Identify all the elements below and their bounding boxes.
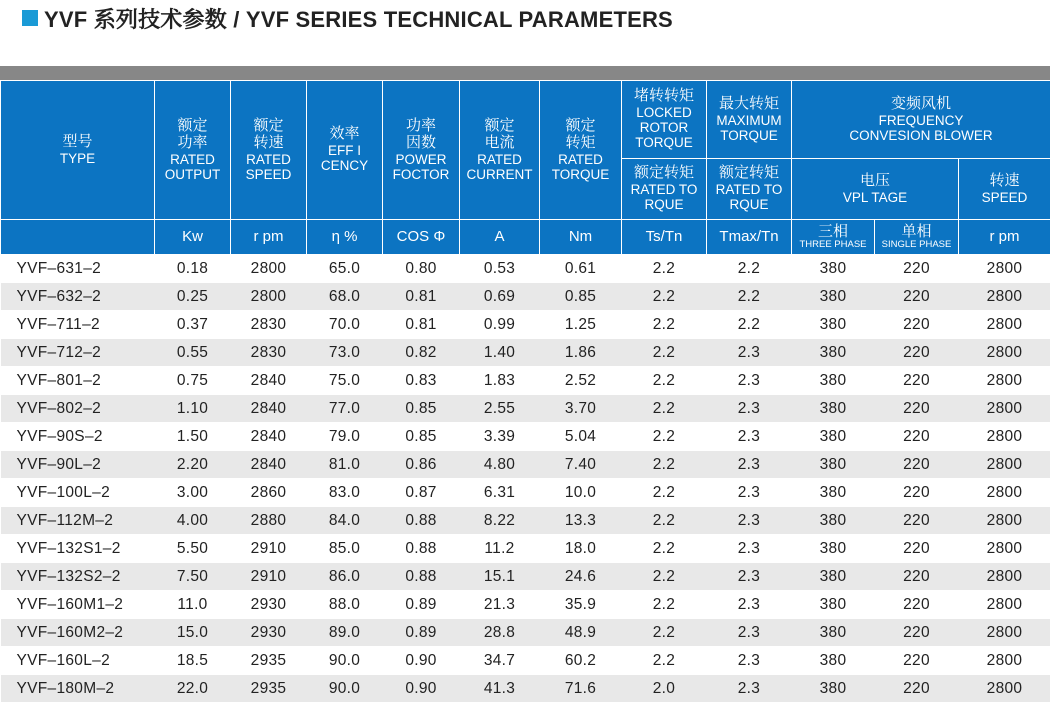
cell-rated-speed: 2910 bbox=[231, 535, 307, 563]
cell-rated-output: 5.50 bbox=[155, 535, 231, 563]
header-rated-current: 额定 电流 RATED CURRENT bbox=[460, 81, 540, 220]
cell-rated-current: 1.40 bbox=[460, 339, 540, 367]
table-row bbox=[1, 423, 1050, 451]
cell-locked-ratio: 2.2 bbox=[622, 283, 707, 311]
cell-rated-current: 4.80 bbox=[460, 451, 540, 479]
cell-single-phase-voltage: 220 bbox=[875, 255, 959, 283]
cell-rated-current: 41.3 bbox=[460, 675, 540, 703]
cell-rated-output: 18.5 bbox=[155, 647, 231, 675]
cell-rated-output: 3.00 bbox=[155, 479, 231, 507]
cell-three-phase-voltage: 380 bbox=[792, 339, 875, 367]
cell-efficiency: 84.0 bbox=[307, 507, 383, 535]
cell-rated-torque: 0.61 bbox=[540, 255, 622, 283]
cell-model: YVF–802–2 bbox=[1, 395, 155, 423]
cell-rated-speed: 2800 bbox=[231, 283, 307, 311]
table-row bbox=[1, 675, 1050, 703]
cell-locked-ratio: 2.2 bbox=[622, 451, 707, 479]
cell-rated-current: 6.31 bbox=[460, 479, 540, 507]
cell-locked-ratio: 2.2 bbox=[622, 311, 707, 339]
cell-rated-output: 0.37 bbox=[155, 311, 231, 339]
table-row bbox=[1, 535, 1050, 563]
cell-power-factor: 0.83 bbox=[383, 367, 460, 395]
cell-model: YVF–801–2 bbox=[1, 367, 155, 395]
cell-locked-ratio: 2.2 bbox=[622, 255, 707, 283]
cell-three-phase-voltage: 380 bbox=[792, 451, 875, 479]
cell-single-phase-voltage: 220 bbox=[875, 591, 959, 619]
cell-power-factor: 0.89 bbox=[383, 619, 460, 647]
header-max-ratio: 额定转矩 RATED TO RQUE bbox=[707, 159, 792, 220]
cell-single-phase-voltage: 220 bbox=[875, 283, 959, 311]
cell-power-factor: 0.81 bbox=[383, 311, 460, 339]
cell-locked-ratio: 2.2 bbox=[622, 507, 707, 535]
cell-rated-current: 28.8 bbox=[460, 619, 540, 647]
cell-locked-ratio: 2.2 bbox=[622, 563, 707, 591]
header-efficiency: 效率 EFF I CENCY bbox=[307, 81, 383, 220]
table-row bbox=[1, 395, 1050, 423]
cell-locked-ratio: 2.2 bbox=[622, 647, 707, 675]
header-single-phase: 单相 SINGLE PHASE bbox=[875, 220, 959, 255]
cell-rated-speed: 2840 bbox=[231, 367, 307, 395]
cell-max-ratio: 2.3 bbox=[707, 535, 792, 563]
cell-power-factor: 0.81 bbox=[383, 283, 460, 311]
cell-single-phase-voltage: 220 bbox=[875, 395, 959, 423]
cell-single-phase-voltage: 220 bbox=[875, 479, 959, 507]
cell-rated-output: 0.55 bbox=[155, 339, 231, 367]
cell-three-phase-voltage: 380 bbox=[792, 591, 875, 619]
cell-efficiency: 85.0 bbox=[307, 535, 383, 563]
cell-rated-speed: 2935 bbox=[231, 647, 307, 675]
cell-single-phase-voltage: 220 bbox=[875, 339, 959, 367]
cell-max-ratio: 2.3 bbox=[707, 423, 792, 451]
cell-rated-current: 0.69 bbox=[460, 283, 540, 311]
cell-rated-output: 15.0 bbox=[155, 619, 231, 647]
cell-rated-output: 1.50 bbox=[155, 423, 231, 451]
cell-model: YVF–711–2 bbox=[1, 311, 155, 339]
cell-power-factor: 0.88 bbox=[383, 563, 460, 591]
table-row bbox=[1, 479, 1050, 507]
divider-bar bbox=[0, 66, 1050, 80]
cell-blower-speed: 2800 bbox=[959, 479, 1050, 507]
cell-blower-speed: 2800 bbox=[959, 255, 1050, 283]
cell-efficiency: 90.0 bbox=[307, 647, 383, 675]
cell-model: YVF–631–2 bbox=[1, 255, 155, 283]
cell-power-factor: 0.86 bbox=[383, 451, 460, 479]
cell-blower-speed: 2800 bbox=[959, 423, 1050, 451]
cell-locked-ratio: 2.2 bbox=[622, 535, 707, 563]
table-row bbox=[1, 339, 1050, 367]
cell-rated-torque: 0.85 bbox=[540, 283, 622, 311]
cell-efficiency: 65.0 bbox=[307, 255, 383, 283]
cell-locked-ratio: 2.2 bbox=[622, 367, 707, 395]
cell-max-ratio: 2.3 bbox=[707, 395, 792, 423]
cell-max-ratio: 2.2 bbox=[707, 311, 792, 339]
cell-blower-speed: 2800 bbox=[959, 675, 1050, 703]
header-voltage: 电压 VPL TAGE bbox=[792, 159, 959, 220]
cell-single-phase-voltage: 220 bbox=[875, 647, 959, 675]
cell-model: YVF–132S2–2 bbox=[1, 563, 155, 591]
unit-locked-ratio: Ts/Tn bbox=[622, 220, 707, 255]
cell-max-ratio: 2.3 bbox=[707, 647, 792, 675]
cell-locked-ratio: 2.2 bbox=[622, 619, 707, 647]
unit-max-ratio: Tmax/Tn bbox=[707, 220, 792, 255]
cell-rated-output: 2.20 bbox=[155, 451, 231, 479]
cell-blower-speed: 2800 bbox=[959, 647, 1050, 675]
cell-model: YVF–90S–2 bbox=[1, 423, 155, 451]
table-row bbox=[1, 591, 1050, 619]
cell-rated-output: 4.00 bbox=[155, 507, 231, 535]
cell-locked-ratio: 2.2 bbox=[622, 479, 707, 507]
cell-single-phase-voltage: 220 bbox=[875, 563, 959, 591]
cell-max-ratio: 2.3 bbox=[707, 479, 792, 507]
cell-rated-speed: 2800 bbox=[231, 255, 307, 283]
cell-locked-ratio: 2.0 bbox=[622, 675, 707, 703]
cell-rated-speed: 2880 bbox=[231, 507, 307, 535]
cell-rated-current: 34.7 bbox=[460, 647, 540, 675]
header-blower-speed: 转速 SPEED bbox=[959, 159, 1050, 220]
cell-max-ratio: 2.3 bbox=[707, 339, 792, 367]
cell-blower-speed: 2800 bbox=[959, 451, 1050, 479]
cell-rated-current: 0.99 bbox=[460, 311, 540, 339]
cell-rated-output: 22.0 bbox=[155, 675, 231, 703]
cell-rated-torque: 2.52 bbox=[540, 367, 622, 395]
header-power-factor: 功率 因数 POWER FOCTOR bbox=[383, 81, 460, 220]
cell-max-ratio: 2.2 bbox=[707, 255, 792, 283]
cell-three-phase-voltage: 380 bbox=[792, 479, 875, 507]
cell-model: YVF–160M2–2 bbox=[1, 619, 155, 647]
cell-power-factor: 0.88 bbox=[383, 535, 460, 563]
cell-rated-output: 0.25 bbox=[155, 283, 231, 311]
blue-square-icon bbox=[22, 10, 38, 26]
header-rated-output: 额定 功率 RATED OUTPUT bbox=[155, 81, 231, 220]
cell-single-phase-voltage: 220 bbox=[875, 535, 959, 563]
header-type: 型号 TYPE bbox=[1, 81, 155, 220]
cell-rated-current: 21.3 bbox=[460, 591, 540, 619]
cell-blower-speed: 2800 bbox=[959, 395, 1050, 423]
cell-power-factor: 0.80 bbox=[383, 255, 460, 283]
cell-rated-speed: 2860 bbox=[231, 479, 307, 507]
cell-max-ratio: 2.3 bbox=[707, 451, 792, 479]
cell-efficiency: 75.0 bbox=[307, 367, 383, 395]
cell-blower-speed: 2800 bbox=[959, 591, 1050, 619]
cell-three-phase-voltage: 380 bbox=[792, 619, 875, 647]
table-row bbox=[1, 619, 1050, 647]
cell-max-ratio: 2.3 bbox=[707, 675, 792, 703]
cell-rated-torque: 71.6 bbox=[540, 675, 622, 703]
cell-rated-torque: 10.0 bbox=[540, 479, 622, 507]
cell-rated-torque: 18.0 bbox=[540, 535, 622, 563]
cell-single-phase-voltage: 220 bbox=[875, 423, 959, 451]
cell-max-ratio: 2.3 bbox=[707, 619, 792, 647]
cell-efficiency: 81.0 bbox=[307, 451, 383, 479]
cell-rated-speed: 2910 bbox=[231, 563, 307, 591]
cell-rated-torque: 48.9 bbox=[540, 619, 622, 647]
cell-max-ratio: 2.2 bbox=[707, 283, 792, 311]
cell-rated-speed: 2840 bbox=[231, 451, 307, 479]
cell-power-factor: 0.88 bbox=[383, 507, 460, 535]
cell-model: YVF–112M–2 bbox=[1, 507, 155, 535]
cell-rated-torque: 1.86 bbox=[540, 339, 622, 367]
cell-efficiency: 83.0 bbox=[307, 479, 383, 507]
cell-efficiency: 68.0 bbox=[307, 283, 383, 311]
header-frequency-blower: 变频风机 FREQUENCY CONVESION BLOWER bbox=[792, 81, 1050, 159]
cell-efficiency: 88.0 bbox=[307, 591, 383, 619]
cell-model: YVF–632–2 bbox=[1, 283, 155, 311]
unit-efficiency: η % bbox=[307, 220, 383, 255]
cell-rated-torque: 24.6 bbox=[540, 563, 622, 591]
cell-rated-current: 2.55 bbox=[460, 395, 540, 423]
page-title: YVF 系列技术参数 / YVF SERIES TECHNICAL PARAMETERS bbox=[44, 6, 673, 32]
cell-efficiency: 89.0 bbox=[307, 619, 383, 647]
cell-rated-torque: 5.04 bbox=[540, 423, 622, 451]
cell-efficiency: 77.0 bbox=[307, 395, 383, 423]
table-row bbox=[1, 507, 1050, 535]
cell-model: YVF–90L–2 bbox=[1, 451, 155, 479]
cell-rated-output: 7.50 bbox=[155, 563, 231, 591]
cell-model: YVF–132S1–2 bbox=[1, 535, 155, 563]
cell-three-phase-voltage: 380 bbox=[792, 647, 875, 675]
cell-rated-output: 0.75 bbox=[155, 367, 231, 395]
cell-single-phase-voltage: 220 bbox=[875, 507, 959, 535]
cell-blower-speed: 2800 bbox=[959, 339, 1050, 367]
unit-blower-speed: r pm bbox=[959, 220, 1050, 255]
cell-model: YVF–100L–2 bbox=[1, 479, 155, 507]
cell-blower-speed: 2800 bbox=[959, 311, 1050, 339]
header-maximum-torque: 最大转矩 MAXIMUM TORQUE bbox=[707, 81, 792, 159]
cell-power-factor: 0.85 bbox=[383, 423, 460, 451]
cell-max-ratio: 2.3 bbox=[707, 563, 792, 591]
cell-three-phase-voltage: 380 bbox=[792, 255, 875, 283]
technical-parameters-table bbox=[0, 80, 1050, 703]
unit-output: Kw bbox=[155, 220, 231, 255]
cell-efficiency: 86.0 bbox=[307, 563, 383, 591]
cell-three-phase-voltage: 380 bbox=[792, 507, 875, 535]
cell-single-phase-voltage: 220 bbox=[875, 311, 959, 339]
cell-three-phase-voltage: 380 bbox=[792, 535, 875, 563]
cell-power-factor: 0.89 bbox=[383, 591, 460, 619]
cell-efficiency: 79.0 bbox=[307, 423, 383, 451]
cell-three-phase-voltage: 380 bbox=[792, 423, 875, 451]
cell-rated-speed: 2830 bbox=[231, 311, 307, 339]
cell-rated-torque: 60.2 bbox=[540, 647, 622, 675]
table-row bbox=[1, 451, 1050, 479]
cell-rated-torque: 35.9 bbox=[540, 591, 622, 619]
cell-power-factor: 0.90 bbox=[383, 647, 460, 675]
cell-blower-speed: 2800 bbox=[959, 283, 1050, 311]
cell-three-phase-voltage: 380 bbox=[792, 367, 875, 395]
table-row bbox=[1, 255, 1050, 283]
cell-rated-current: 11.2 bbox=[460, 535, 540, 563]
cell-rated-output: 1.10 bbox=[155, 395, 231, 423]
cell-locked-ratio: 2.2 bbox=[622, 395, 707, 423]
cell-rated-torque: 1.25 bbox=[540, 311, 622, 339]
cell-rated-torque: 7.40 bbox=[540, 451, 622, 479]
unit-current: A bbox=[460, 220, 540, 255]
cell-efficiency: 73.0 bbox=[307, 339, 383, 367]
cell-single-phase-voltage: 220 bbox=[875, 675, 959, 703]
cell-three-phase-voltage: 380 bbox=[792, 283, 875, 311]
header-locked-rotor-torque: 堵转转矩 LOCKED ROTOR TORQUE bbox=[622, 81, 707, 159]
cell-max-ratio: 2.3 bbox=[707, 507, 792, 535]
cell-three-phase-voltage: 380 bbox=[792, 311, 875, 339]
cell-efficiency: 70.0 bbox=[307, 311, 383, 339]
unit-speed: r pm bbox=[231, 220, 307, 255]
cell-model: YVF–160L–2 bbox=[1, 647, 155, 675]
cell-max-ratio: 2.3 bbox=[707, 367, 792, 395]
cell-rated-current: 8.22 bbox=[460, 507, 540, 535]
cell-rated-current: 15.1 bbox=[460, 563, 540, 591]
page-header bbox=[0, 4, 673, 32]
cell-power-factor: 0.85 bbox=[383, 395, 460, 423]
unit-type-blank bbox=[1, 220, 155, 255]
cell-max-ratio: 2.3 bbox=[707, 591, 792, 619]
cell-rated-current: 3.39 bbox=[460, 423, 540, 451]
cell-locked-ratio: 2.2 bbox=[622, 423, 707, 451]
table-row bbox=[1, 563, 1050, 591]
cell-model: YVF–160M1–2 bbox=[1, 591, 155, 619]
cell-blower-speed: 2800 bbox=[959, 619, 1050, 647]
cell-rated-speed: 2840 bbox=[231, 423, 307, 451]
cell-rated-speed: 2840 bbox=[231, 395, 307, 423]
table-row bbox=[1, 311, 1050, 339]
cell-locked-ratio: 2.2 bbox=[622, 591, 707, 619]
header-three-phase: 三相 THREE PHASE bbox=[792, 220, 875, 255]
cell-blower-speed: 2800 bbox=[959, 367, 1050, 395]
cell-power-factor: 0.90 bbox=[383, 675, 460, 703]
cell-single-phase-voltage: 220 bbox=[875, 451, 959, 479]
cell-blower-speed: 2800 bbox=[959, 563, 1050, 591]
unit-torque: Nm bbox=[540, 220, 622, 255]
cell-model: YVF–180M–2 bbox=[1, 675, 155, 703]
cell-power-factor: 0.82 bbox=[383, 339, 460, 367]
header-rated-torque: 额定 转矩 RATED TORQUE bbox=[540, 81, 622, 220]
cell-locked-ratio: 2.2 bbox=[622, 339, 707, 367]
cell-power-factor: 0.87 bbox=[383, 479, 460, 507]
header-rated-speed: 额定 转速 RATED SPEED bbox=[231, 81, 307, 220]
unit-power-factor: COS Φ bbox=[383, 220, 460, 255]
table-row bbox=[1, 283, 1050, 311]
cell-rated-output: 0.18 bbox=[155, 255, 231, 283]
cell-blower-speed: 2800 bbox=[959, 507, 1050, 535]
cell-rated-output: 11.0 bbox=[155, 591, 231, 619]
cell-rated-current: 0.53 bbox=[460, 255, 540, 283]
cell-rated-speed: 2830 bbox=[231, 339, 307, 367]
table-body bbox=[1, 255, 1050, 703]
cell-rated-speed: 2930 bbox=[231, 591, 307, 619]
cell-rated-torque: 13.3 bbox=[540, 507, 622, 535]
cell-rated-torque: 3.70 bbox=[540, 395, 622, 423]
cell-efficiency: 90.0 bbox=[307, 675, 383, 703]
cell-model: YVF–712–2 bbox=[1, 339, 155, 367]
cell-rated-current: 1.83 bbox=[460, 367, 540, 395]
cell-three-phase-voltage: 380 bbox=[792, 563, 875, 591]
cell-three-phase-voltage: 380 bbox=[792, 395, 875, 423]
table-row bbox=[1, 367, 1050, 395]
header-locked-ratio: 额定转矩 RATED TO RQUE bbox=[622, 159, 707, 220]
table-row bbox=[1, 647, 1050, 675]
cell-single-phase-voltage: 220 bbox=[875, 619, 959, 647]
cell-blower-speed: 2800 bbox=[959, 535, 1050, 563]
cell-single-phase-voltage: 220 bbox=[875, 367, 959, 395]
cell-three-phase-voltage: 380 bbox=[792, 675, 875, 703]
cell-rated-speed: 2935 bbox=[231, 675, 307, 703]
cell-rated-speed: 2930 bbox=[231, 619, 307, 647]
